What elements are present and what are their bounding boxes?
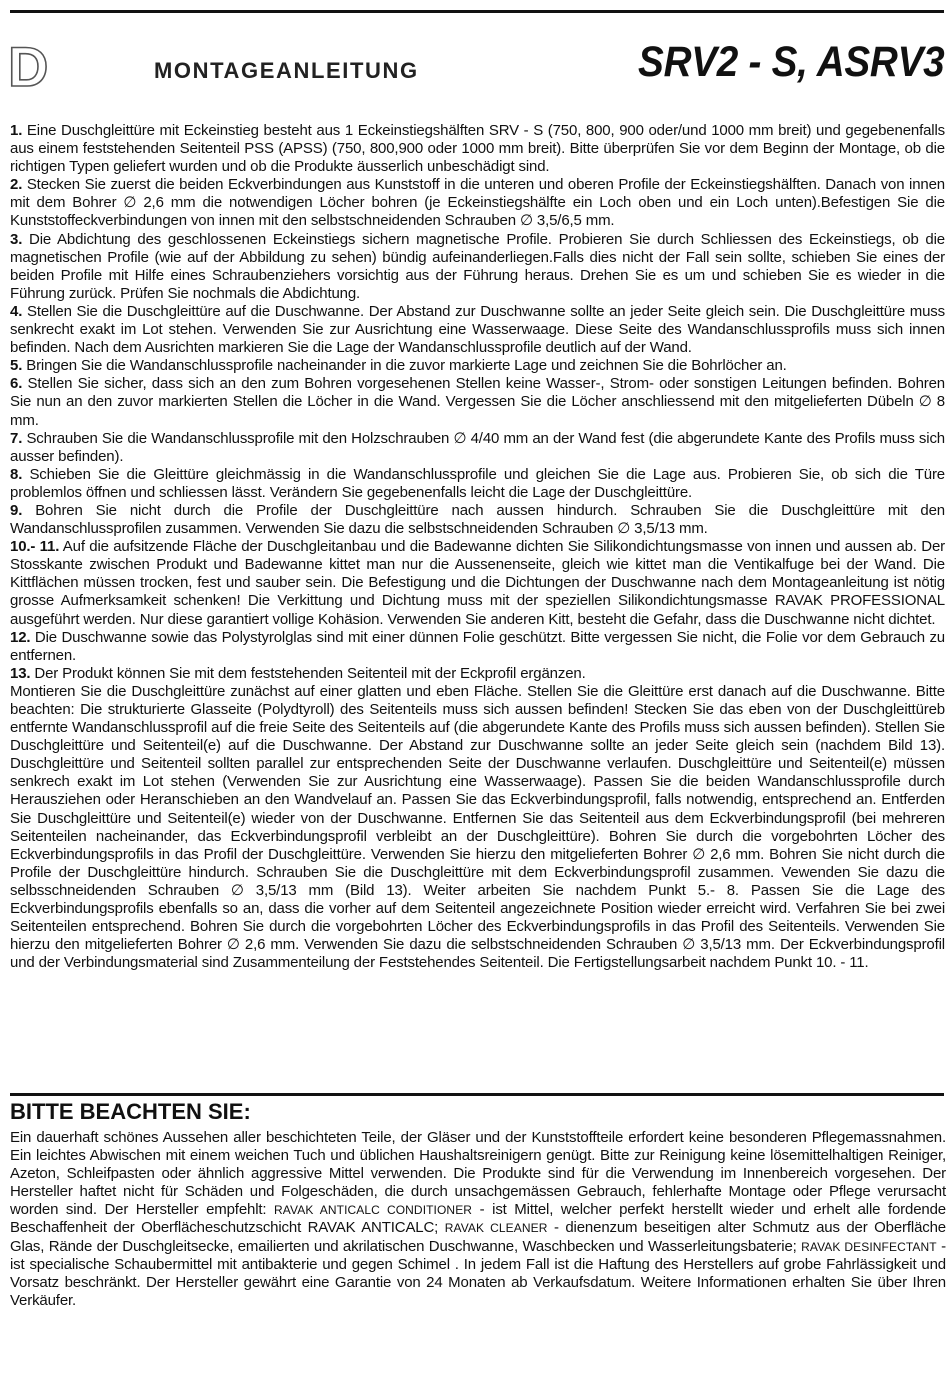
top-divider bbox=[10, 10, 944, 13]
product-name: RAVAK ANTICALC CONDITIONER bbox=[274, 1203, 473, 1218]
step-number: 9. bbox=[10, 501, 23, 519]
step-10-11 bbox=[10, 538, 945, 628]
step-number: 2. bbox=[10, 176, 23, 194]
step-7 bbox=[10, 430, 945, 466]
step-text: Stellen Sie sicher, dass sich an den zum Bohren vorgesehenen Stellen keine Wasser-, Strom- oder sonstigen Leitungen befinden. Bohren Sie nun an den zuvor markierten Stellen die Löcher in die Wand. Vergessen Sie die Löcher anschliessend mit den mitgelieferten Dübeln ∅ 8 mm. bbox=[10, 375, 945, 429]
product-name: RAVAK CLEANER bbox=[444, 1221, 548, 1236]
step-13 bbox=[10, 665, 945, 683]
product-name: RAVAK DESINFECTANT bbox=[801, 1239, 937, 1254]
step-text: Schieben Sie die Gleittüre gleichmässig in die Wandanschlussprofile und gleichen Sie die Lage aus. Probieren Sie, ob sich die Türe problemlos öffnen und schliessen lässt. Verändern Sie gegebenenfalls leicht die Lage der Duschgleittüre. bbox=[10, 465, 945, 501]
step-number: 7. bbox=[10, 429, 23, 447]
language-badge: D bbox=[8, 35, 49, 98]
step-text: Stellen Sie die Duschgleittüre auf die Duschwanne. Der Abstand zur Duschwanne sollte an jeder Seite gleich sein. Die Duschgleittüre muss senkrecht exakt im Lot stehen. Verwenden Sie zur Ausrichtung eine Wasserwaage. Diese Seite des Wandanschlussprofils muss sich innen befinden. Nach dem Ausrichten markieren Sie die Lage der Wandanschlussprofile deutlich auf der Wand. bbox=[10, 302, 945, 357]
step-text: Die Abdichtung des geschlossenen Eckeinstiegs sichern magnetische Profile. Probieren Sie durch Schliessen des Eckeinstiegs, ob die magnetischen Profile (wie auf der Abbildung zu sehen) bündig aufeinanderliegen.Falls dies nicht der Fall sein sollte, schieben Sie eines der beiden Profile mit Hilfe eines Schraubenziehers vorsichtig aus der Führung heraus. Drehen Sie es um und schieben Sie es wieder in die Führung zurück. Prüfen Sie nochmals die Abdichtung. bbox=[10, 230, 945, 302]
step-5 bbox=[10, 357, 945, 375]
step-text: Schrauben Sie die Wandanschlussprofile mit den Holzschrauben ∅ 4/40 mm an der Wand fest (die abgerundete Kante des Profils muss sich ausser befinden). bbox=[10, 429, 945, 465]
side-panel-paragraph: Montieren Sie die Duschgleittüre zunächst auf einer glatten und eben Fläche. Stellen Sie die Gleittüre erst danach auf die Duschwanne. Bitte beachten: Die strukturierte Glasseite (Polydtyroll) des Seitenteils muss sich aussen befinden! Stecken Sie das eben von der Duschgleittüreb entfernte Wandanschlussprofil auf die freie Seite des Seitenteils auf (die abgerundete Kante des Profils muss sich aussen befinden). Stellen Sie Duschgleittüre und Seitenteil(e) auf die Duschwanne. Der Abstand zur Duschwanne sollte an jeder Seite gleich sein (nachdem Bild 13). Duschgleittüre und Seitenteil sollten parallel zur entsprechenden Seite der Duschwanne verlaufen. Duschgleittüre und Seitenteil(e) müssen senkrech exakt im Lot stehen (Verwenden Sie zur Ausrichtung eine Wasserwaage). Passen Sie die beiden Wandanschlussprofile durch Herausziehen oder Heranschieben an den Wandvelauf an. Passen Sie das Eckverbindungsprofil, falls notwendig, entsprechend an. Entferden Sie Duschgleittüre und Seitenteil(e) wieder von der Duschwanne. Entfernen Sie das Seitenteil aus dem Eckverbindungsprofil (bei mehreren Seitenteilen nacheinander, das Eckverbindungsprofil verbleibt an der Duschgleittüre). Bohren Sie durch die vorgebohrten Löcher des Eckverbindungsprofils in das Profil der Duschgleittüre. Verwenden Sie hierzu den mitgelieferten Bohrer ∅ 2,6 mm. Bohren Sie nicht durch die Profile der Duschgleittüre hindurch. Schrauben Sie die Duschgleittüre mit dem Eckverbindungsprofil zusammen. Vewenden Sie dazu die selbsschneidenden Schrauben ∅ 3,5/13 mm (Bild 13). Weiter arbeiten Sie nachdem Punkt 5.- 8. Passen Sie die Lage des Eckverbindungsprofils ebenfalls so an, dass die vorher auf dem Seitenteil angezeichnete Position wieder erreicht wird. Verfahren Sie bei zwei Seitenteilen entsprechend. Bohren Sie durch die vorgebohrten Löcher des Eckverbindungsprofils in das Profil des Seitenteils. Verwenden Sie hierzu den mitgelieferten Bohrer ∅ 2,6 mm. Verwenden Sie dazu die selbstschneidenden Schrauben ∅ 3,5/13 mm. Der Eckverbindungsprofil und der Verbindungsmaterial sind Zusammenteilung der Feststehendes Seitenteil. Die Fertigstellungsarbeit nachdem Punkt 10. - 11. bbox=[10, 682, 945, 972]
document-title: MONTAGEANLEITUNG bbox=[154, 58, 419, 83]
step-text: Bohren Sie nicht durch die Profile der Duschgleittüre nach aussen hindurch. Schrauben Sie die Duschgleittüre mit den Wandanschlussprofilen zusammen. Verwenden Sie dazu die selbstschneidenden Schrauben ∅ 3,5/13 mm. bbox=[10, 501, 945, 538]
notice-text: Ein dauerhaft schönes Aussehen aller beschichteten Teile, der Gläser und der Kunststoffteile erfordert keine besonderen Pflegemassnahmen. Ein leichtes Abwischen mit einem weichen Tuch und üblichen Haushaltsreinigern genügt. Bitte zur Reinigung keine lösemittelhaltigen Reiniger, Azeton, Schleifpasten oder ähnlich aggressive Mittel verwenden. Die Produkte sind für die Verwendung im Innenbereich vorgesehen. Der Hersteller haftet nicht für Schäden und Folgeschäden, die durch unsachgemässen Gebrauch, fehlerhafte Montage oder Pflege verursacht worden sind. Der Hersteller empfehlt: bbox=[10, 1129, 946, 1219]
step-number: 8. bbox=[10, 465, 23, 483]
step-4 bbox=[10, 303, 945, 357]
step-number: 12. bbox=[10, 628, 31, 646]
step-12 bbox=[10, 629, 945, 665]
notice-body bbox=[10, 1129, 946, 1310]
notice-text: - ist specialische Schaubermittel mit antibakterie und gegen Schimel . In jedem Fall ist die Haftung des Herstellers auf grobe Fahrlässigkeit und Vorsatz beschränkt. Der Hersteller gewährt eine Garantie von 24 Monaten ab Verkaufsdatum. Weitere Informationen erhalten Sie über Ihren Verkäufer. bbox=[10, 1237, 946, 1309]
step-text: Bringen Sie die Wandanschlussprofile nacheinander in die zuvor markierte Lage und zeichnen Sie die Bohrlöcher an. bbox=[22, 357, 787, 375]
step-text: Der Produkt können Sie mit dem feststehenden Seitenteil mit der Eckprofil ergänzen. bbox=[30, 664, 586, 682]
step-number: 3. bbox=[10, 230, 23, 248]
notice-heading: BITTE BEACHTEN SIE: bbox=[10, 1099, 251, 1124]
step-text: Die Duschwanne sowie das Polystyrolglas sind mit einer dünnen Folie geschützt. Bitte vergessen Sie nicht, die Folie vor dem Gebrauch zu entfernen. bbox=[10, 628, 945, 664]
step-1 bbox=[10, 122, 945, 176]
step-text: Eine Duschgleittüre mit Eckeinstieg besteht aus 1 Eckeinstiegshälften SRV - S (750, 800, 900 oder/und 1000 mm breit) und gegebenenfalls aus einem feststehenden Seitenteil PSS (APSS) (750, 800,900 oder 1000 mm breit). Bitte überprüfen Sie vor dem Beginn der Montage, ob die richtigen Typen geliefert wurden und ob die Produkte äusserlich unbeschädigt sind. bbox=[10, 122, 945, 176]
step-number: 10.- 11. bbox=[10, 538, 60, 556]
step-9 bbox=[10, 502, 945, 538]
instructions-body bbox=[10, 122, 945, 972]
notice-text: - ist Mittel, welcher perfekt herstellt wieder und erhelt alle fordende Beschaffenheit der Oberflächeschutzschicht RAVAK ANTICALC; bbox=[10, 1201, 946, 1237]
step-text: Stecken Sie zuerst die beiden Eckverbindungen aus Kunststoff in die unteren und oberen Profile der Eckeinstiegshälften. Danach von innen mit dem Bohrer ∅ 2,6 mm die notwendigen Löcher bohren (je Eckeinstiegshälfte ein Loch oben und ein Loch unten).Befestigen Sie die Kunststoffeckverbindungen von innen mit den selbstschneidenden Schrauben ∅ 3,5/6,5 mm. bbox=[10, 176, 945, 230]
step-number: 6. bbox=[10, 375, 23, 393]
step-8 bbox=[10, 466, 945, 502]
step-number: 1. bbox=[10, 122, 23, 139]
step-number: 5. bbox=[10, 357, 23, 375]
step-number: 13. bbox=[10, 664, 31, 682]
model-title: SRV2 - S, ASRV3 bbox=[637, 38, 944, 86]
step-6 bbox=[10, 375, 945, 429]
step-3 bbox=[10, 231, 945, 303]
notice-text: - dienenzum beseitigen alter Schmutz aus der Oberfläche Glas, Rände der Duschgleitsecke, emailierten und akrilatischen Duschwanne, Waschbecken und Wasserleitungsbaterie; bbox=[10, 1219, 946, 1255]
step-text: Auf die aufsitzende Fläche der Duschgleitanbau und die Badewanne dichten Sie Silikondichtungsmasse von innen und aussen ab. Der Stosskante zwischen Produkt und Badewanne kittet man nur die Aussenenseite, gleich wie kittet man die Ventikalfuge bei der Wand. Die Kittflächen müssen trocken, fest und sauber sein. Die Befestigung und die Dichtungen der Duschwanne nach dem Montageanleitung ist nötig grosse Aufmerksamkeit schenken! Die Verkittung und Dichtung muss mit der speziellen Silikondichtungsmasse RAVAK PROFESSIONAL ausgeführt werden. Nur diese garantiert vollige Kohäsion. Verwenden Sie anderen Kitt, besteht die Gefahr, dass die Duschwanne nicht dichtet. bbox=[10, 538, 945, 628]
section-divider bbox=[10, 1093, 944, 1096]
step-2 bbox=[10, 176, 945, 230]
step-number: 4. bbox=[10, 302, 23, 320]
